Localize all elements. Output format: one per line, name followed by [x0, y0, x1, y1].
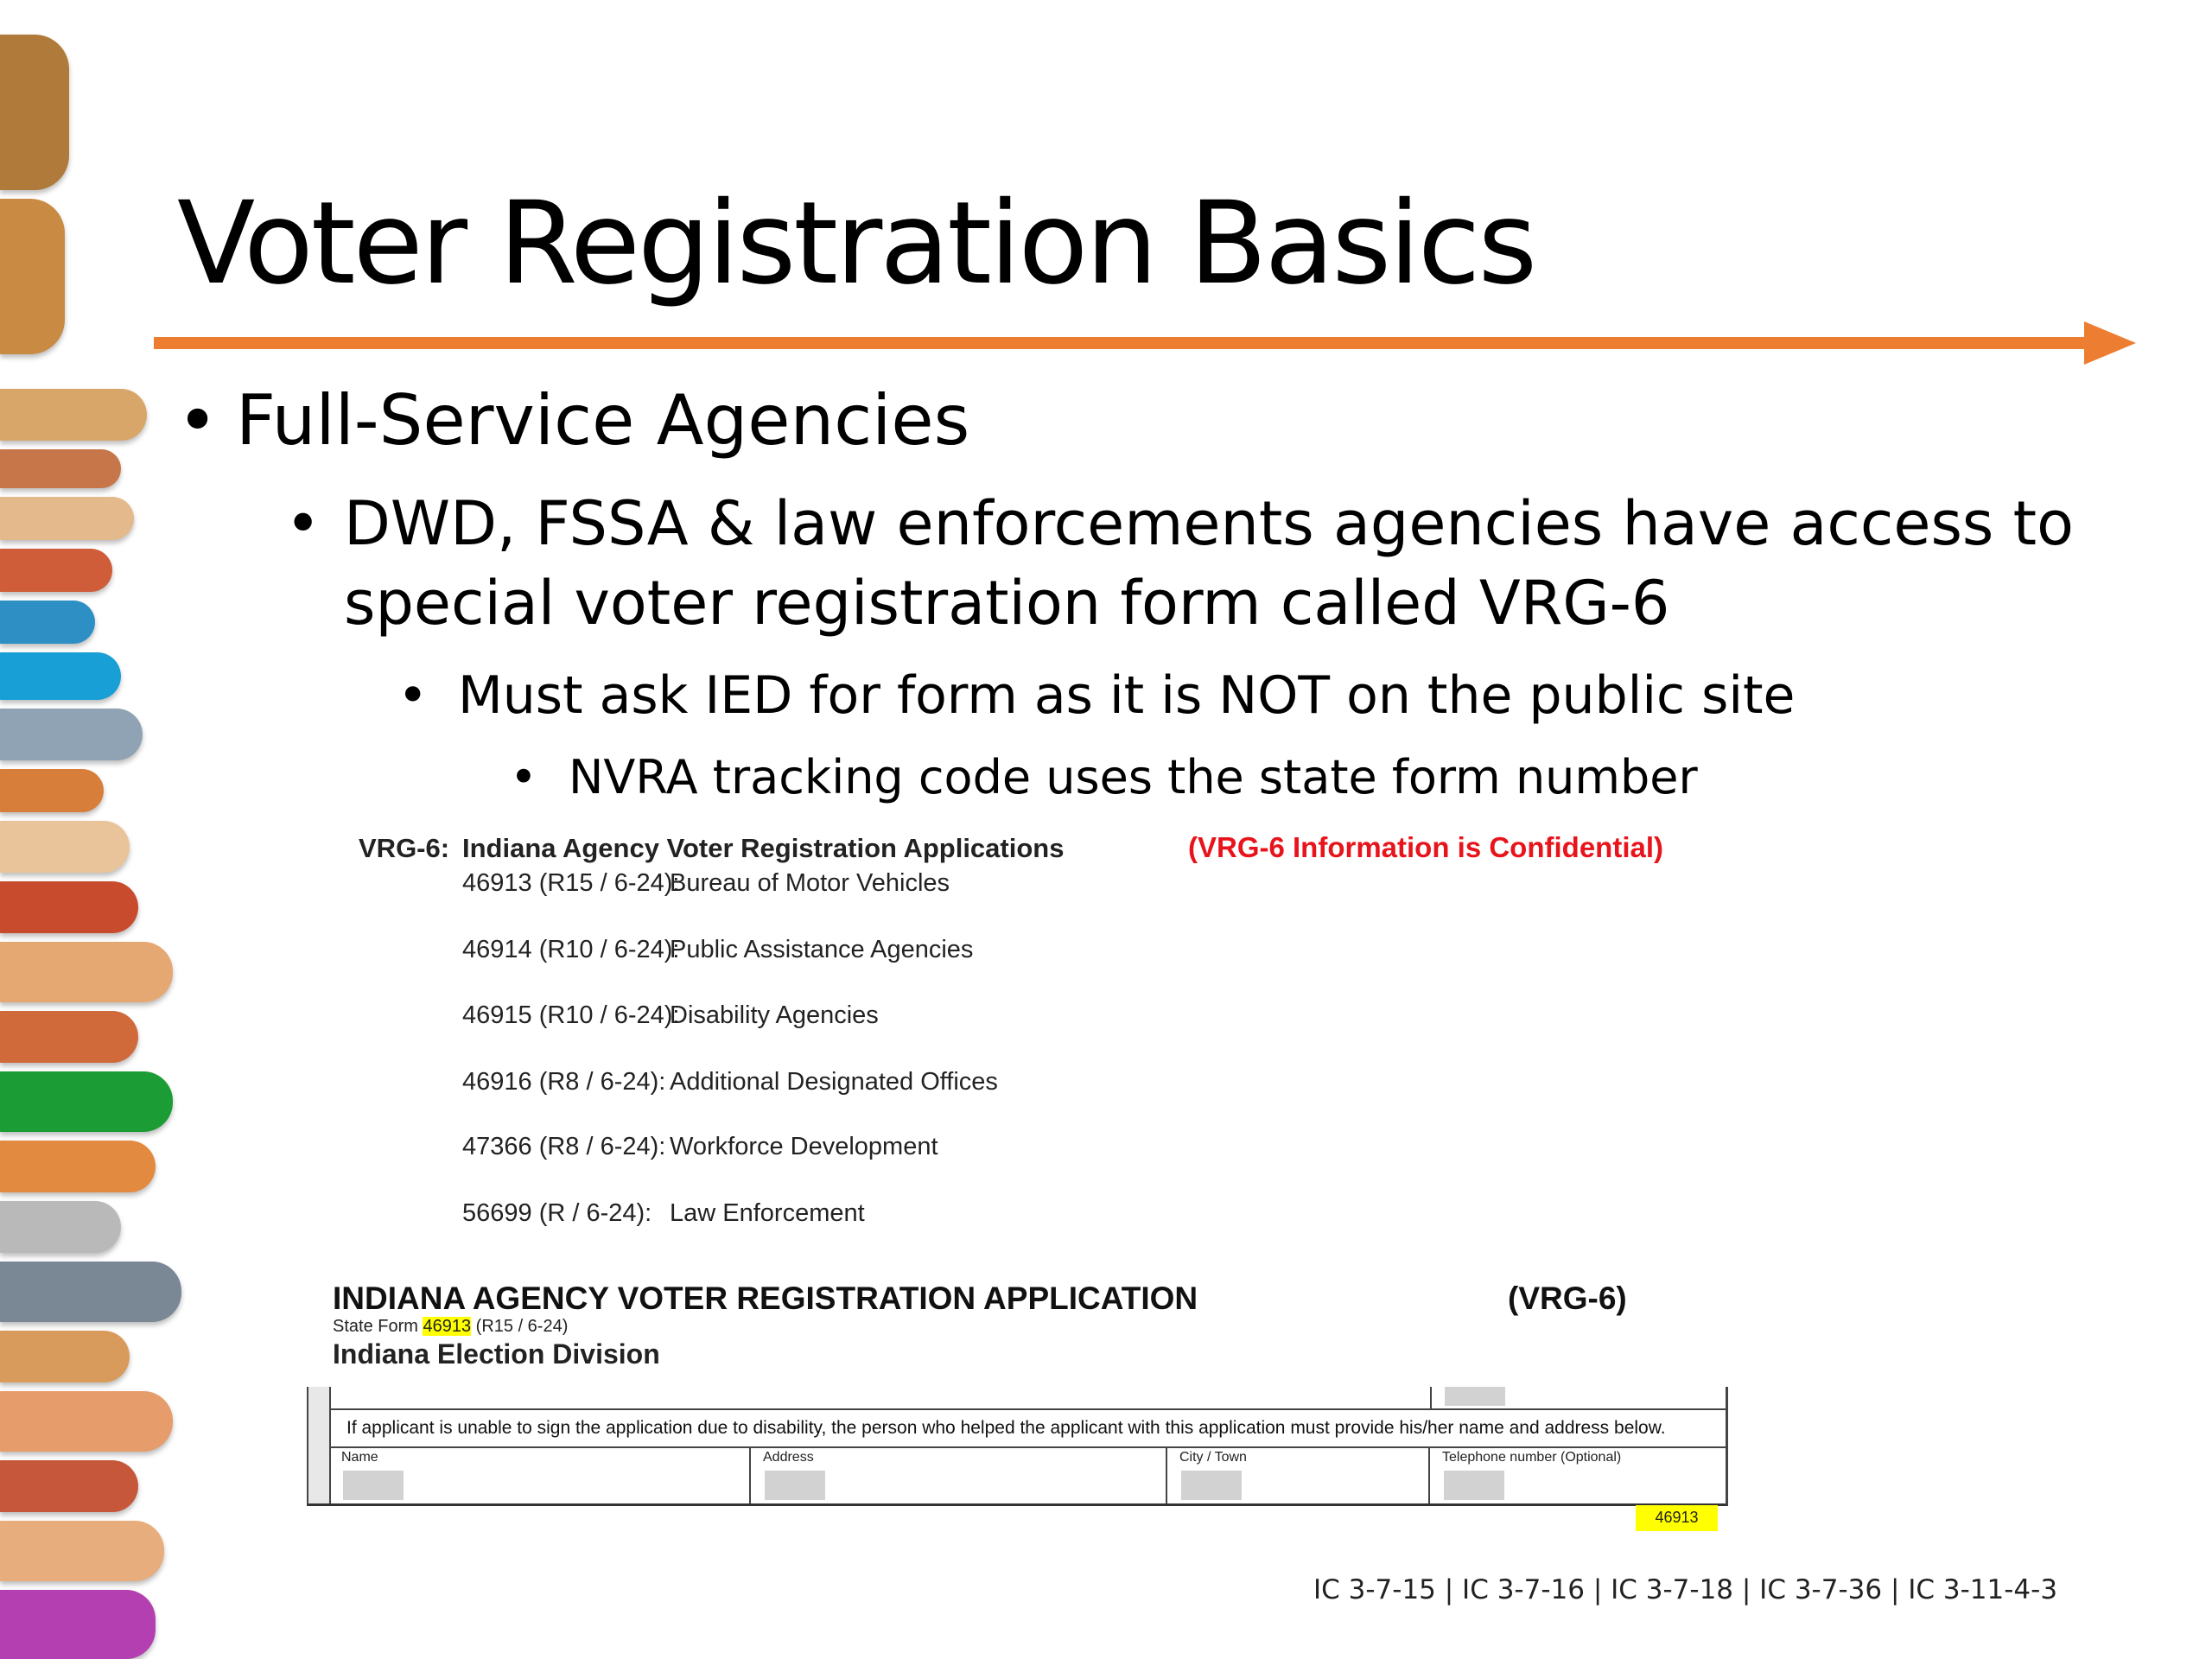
bullet-dot: • — [397, 665, 429, 726]
form-code: 46915 (R10 / 6-24): — [462, 1001, 680, 1029]
bullet-dot: • — [510, 750, 537, 804]
state-form-suffix: (R15 / 6-24) — [471, 1317, 569, 1336]
vrg-list-title: Indiana Agency Voter Registration Applications — [462, 833, 1065, 863]
table-notice-row — [329, 1408, 1726, 1448]
bullet-text: NVRA tracking code uses the state form number — [569, 750, 1698, 804]
confidential-notice: (VRG-6 Information is Confidential) — [1188, 831, 1663, 863]
grey-field — [1445, 1387, 1505, 1406]
form-number-badge: 46913 — [1636, 1505, 1718, 1531]
form-desc: Additional Designated Offices — [670, 1068, 998, 1096]
slide-title: Voter Registration Basics — [177, 177, 1535, 310]
address-cell — [751, 1446, 1167, 1503]
disability-notice: If applicant is unable to sign the application due to disability, the person who helped the applicant with this application must provide his/her name and address below. — [346, 1418, 1666, 1438]
bullet-text-line1: DWD, FSSA & law enforcements agencies have access to — [344, 488, 2074, 559]
form-desc: Disability Agencies — [670, 1001, 879, 1029]
telephone-field[interactable] — [1444, 1471, 1504, 1500]
table-divider — [1430, 1387, 1432, 1408]
city-cell — [1167, 1446, 1430, 1503]
state-form-line — [333, 1317, 568, 1337]
form-desc: Public Assistance Agencies — [670, 936, 974, 963]
form-code: 46916 (R8 / 6-24): — [462, 1068, 666, 1096]
form-code: 46913 (R15 / 6-24): — [462, 869, 680, 897]
field-label: Address — [763, 1450, 814, 1465]
bullet-level1 — [177, 380, 969, 461]
table-gutter — [308, 1387, 331, 1503]
bullet-text: Full-Service Agencies — [236, 380, 970, 461]
state-form-number: 46913 — [423, 1317, 472, 1336]
form-desc: Bureau of Motor Vehicles — [670, 869, 950, 897]
name-cell — [329, 1446, 751, 1503]
bullet-text-line2: special voter registration form called VRG-6 — [344, 568, 1670, 639]
field-label: Name — [341, 1450, 378, 1465]
field-label: City / Town — [1179, 1450, 1247, 1465]
election-division: Indiana Election Division — [333, 1338, 660, 1370]
bullet-text: Must ask IED for form as it is NOT on the public site — [458, 665, 1796, 726]
title-underline-arrow — [154, 337, 2086, 349]
form-code: 46914 (R10 / 6-24): — [462, 936, 680, 963]
state-form-prefix: State Form — [333, 1317, 423, 1336]
form-code: 56699 (R / 6-24): — [462, 1199, 652, 1227]
vrg-label: VRG-6: — [359, 833, 450, 863]
bullet-level3 — [397, 665, 1795, 726]
form-desc: Workforce Development — [670, 1133, 938, 1160]
bullet-dot: • — [285, 488, 321, 559]
city-field[interactable] — [1181, 1471, 1242, 1500]
address-field[interactable] — [765, 1471, 825, 1500]
application-vrg: (VRG-6) — [1508, 1281, 1627, 1316]
form-code: 47366 (R8 / 6-24): — [462, 1133, 666, 1160]
telephone-cell — [1430, 1446, 1726, 1503]
name-field[interactable] — [343, 1471, 404, 1500]
application-title: INDIANA AGENCY VOTER REGISTRATION APPLICATION — [333, 1281, 1198, 1316]
bullet-level2 — [285, 484, 2074, 643]
application-table — [307, 1387, 1728, 1506]
legal-citations: IC 3-7-15 | IC 3-7-16 | IC 3-7-18 | IC 3-7-36 | IC 3-11-4-3 — [1313, 1574, 2058, 1605]
form-desc: Law Enforcement — [670, 1199, 865, 1227]
arrowhead-icon — [2084, 321, 2136, 365]
folder-stack-image — [0, 0, 199, 1659]
bullet-level4 — [510, 750, 1698, 804]
bullet-dot: • — [177, 380, 219, 461]
field-label: Telephone number (Optional) — [1442, 1450, 1622, 1465]
